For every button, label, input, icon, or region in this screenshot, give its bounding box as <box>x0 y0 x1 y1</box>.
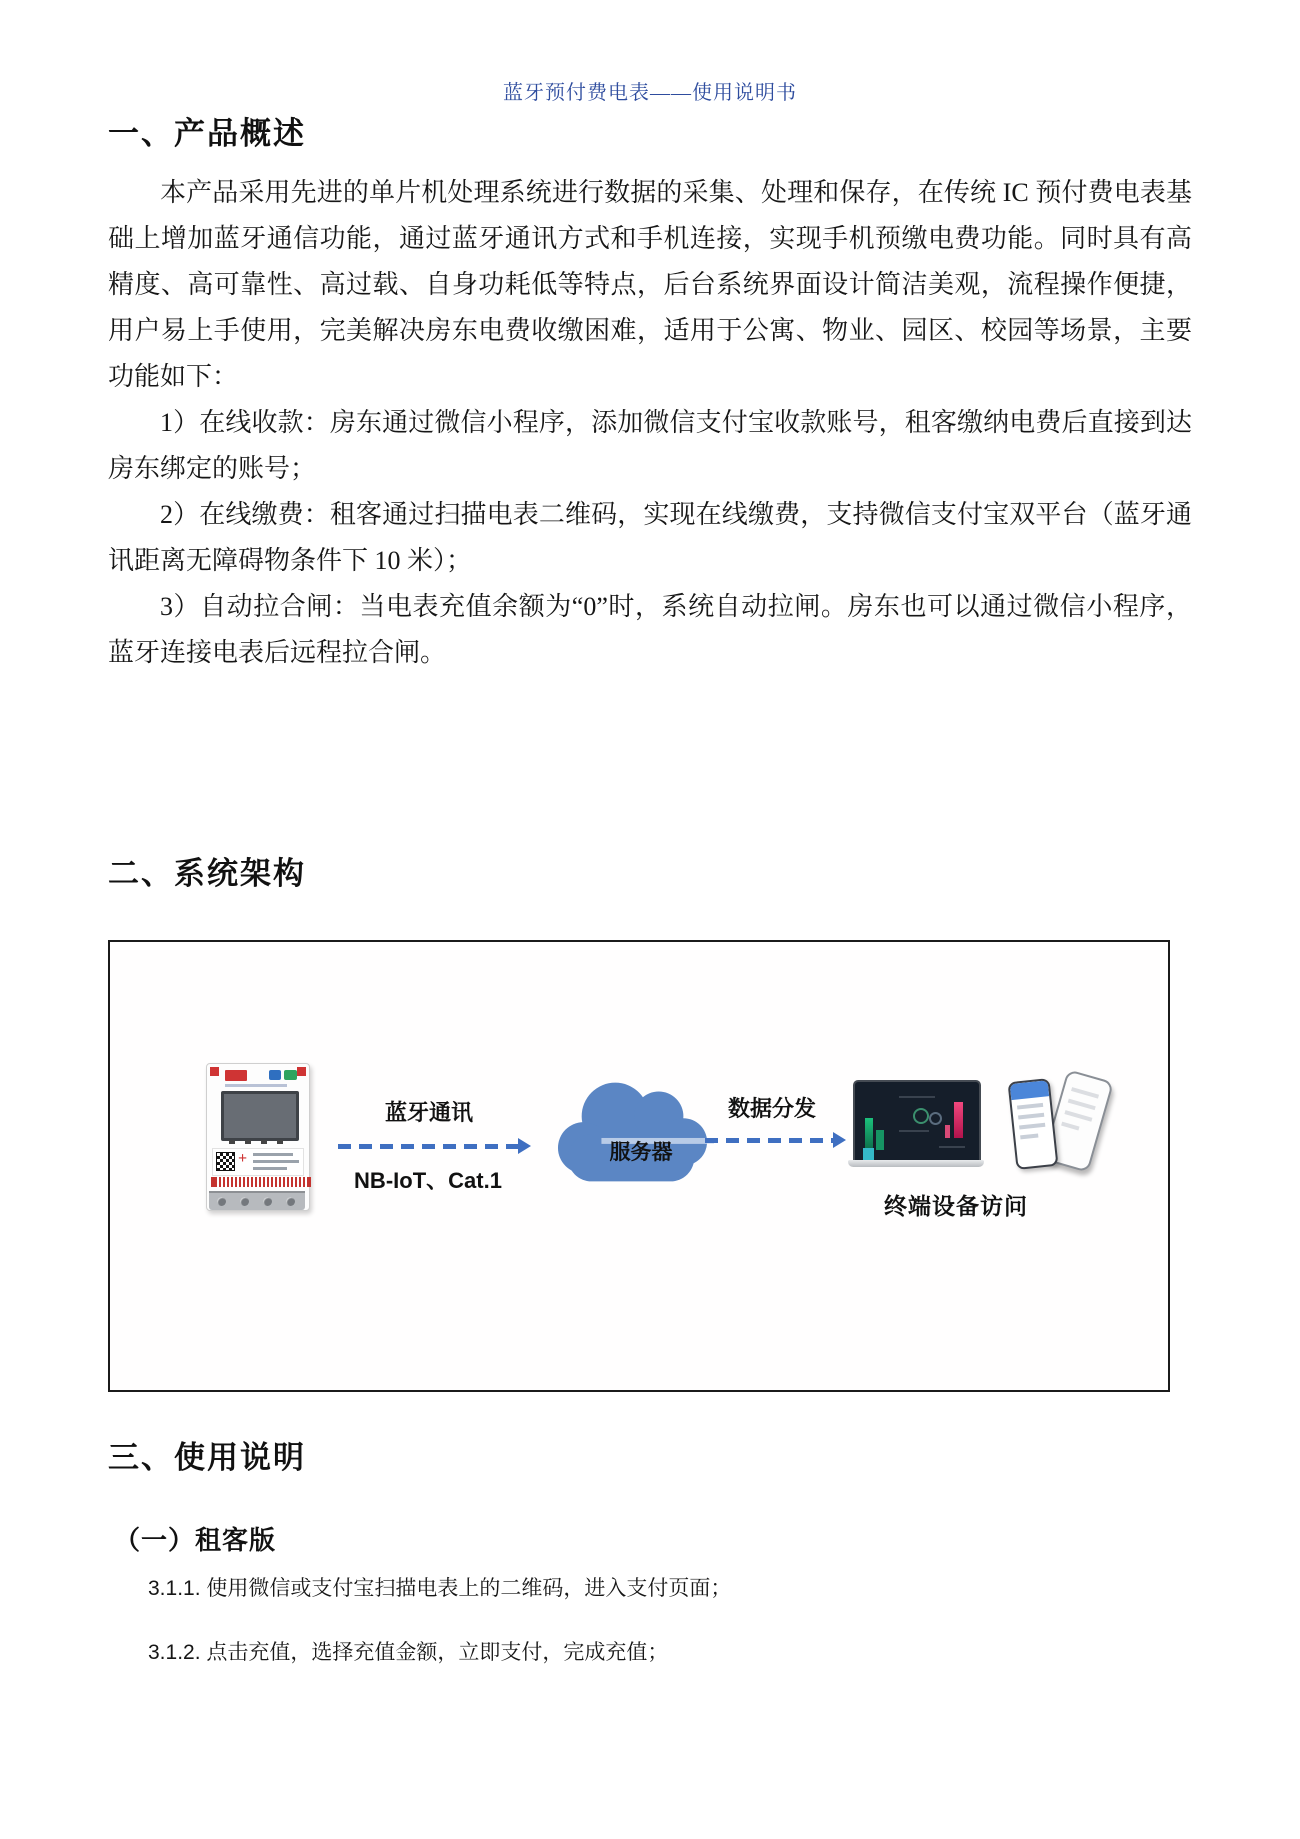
meter-label-text-line <box>253 1153 293 1156</box>
phone-ui-line <box>1017 1103 1043 1110</box>
usage-step: 3.1.1. 使用微信或支付宝扫描电表上的二维码，进入支付页面； <box>148 1577 732 1600</box>
meter-qr-code <box>216 1152 235 1171</box>
server-cloud-icon <box>556 1076 714 1194</box>
terminals-label: 终端设备访问 <box>884 1194 1028 1219</box>
terminal-screw <box>263 1197 272 1206</box>
phones-icon <box>1006 1074 1116 1174</box>
meter-bluetooth-badge <box>269 1070 281 1080</box>
nbiot-link-label: NB-IoT、Cat.1 <box>354 1168 502 1193</box>
meter-label-text-line <box>253 1160 299 1163</box>
laptop-icon <box>848 1080 984 1172</box>
meter-buttons <box>229 1140 285 1144</box>
architecture-diagram <box>108 940 1170 1392</box>
meter-qr-badge <box>284 1070 297 1080</box>
dashboard-green-bar <box>876 1130 884 1150</box>
usage-step: 3.1.2. 点击充值，选择充值金额，立即支付，完成充值； <box>148 1641 669 1664</box>
meter-terminals <box>209 1191 305 1210</box>
meter-label-area <box>212 1148 304 1176</box>
laptop-base <box>848 1160 984 1167</box>
phone-ui-line <box>1071 1087 1099 1099</box>
terminal-screw <box>240 1197 249 1206</box>
phone-ui-line <box>1018 1113 1044 1120</box>
electric-meter-icon <box>206 1063 310 1211</box>
meter-plus-mark: + <box>238 1150 248 1167</box>
bluetooth-dashed-arrow-icon <box>338 1144 518 1149</box>
meter-corner-tab <box>297 1067 306 1076</box>
meter-label-text-line <box>253 1167 287 1170</box>
terminal-screw <box>286 1197 295 1206</box>
dashboard-green-bar <box>865 1118 873 1150</box>
phone-ui-line <box>1064 1110 1092 1122</box>
feature-item: 2）在线缴费：租客通过扫描电表二维码，实现在线缴费，支持微信支付宝双平台（蓝牙通讯距离无障碍物条件下 10 米）； <box>108 500 1192 575</box>
dashboard-line <box>899 1096 935 1098</box>
dashboard-ring-chart <box>913 1108 929 1124</box>
feature-item: 3）自动拉合闸：当电表充值余额为“0”时，系统自动拉闸。房东也可以通过微信小程序，蓝牙连接电表后远程拉合闸。 <box>108 592 1192 667</box>
meter-corner-tab <box>210 1067 219 1076</box>
meter-display <box>221 1091 299 1141</box>
meter-barcode <box>211 1177 311 1187</box>
meter-model-line <box>225 1084 287 1087</box>
section-heading-architecture: 二、系统架构 <box>108 856 306 891</box>
laptop-screen <box>853 1080 981 1162</box>
meter-logo <box>225 1070 247 1081</box>
subsection-heading-tenant: （一）租客版 <box>114 1526 277 1555</box>
terminal-screw <box>217 1197 226 1206</box>
phone-app-header <box>1010 1080 1049 1100</box>
phone-ui-line <box>1068 1099 1096 1111</box>
server-label: 服务器 <box>609 1140 673 1164</box>
dashboard-pink-bar <box>945 1125 950 1138</box>
feature-item: 1）在线收款：房东通过微信小程序，添加微信支付宝收款账号，租客缴纳电费后直接到达房东绑定的账号； <box>108 408 1192 483</box>
dashboard-ring-chart <box>929 1112 942 1125</box>
dashboard-pink-bar <box>954 1102 963 1138</box>
phone-ui-line <box>1061 1122 1079 1131</box>
usage-steps <box>148 1572 1148 1700</box>
data-distribution-label: 数据分发 <box>727 1096 816 1121</box>
phone-ui-line <box>1019 1123 1045 1130</box>
data-dashed-arrow-icon <box>705 1138 833 1143</box>
bluetooth-link-label: 蓝牙通讯 <box>384 1100 473 1125</box>
arrow-head-icon <box>518 1138 531 1154</box>
page-header: 蓝牙预付费电表——使用说明书 <box>503 82 797 104</box>
arrow-head-icon <box>833 1132 846 1148</box>
phone-ui-line <box>1020 1134 1038 1140</box>
overview-text-block <box>108 170 1192 676</box>
phone-icon-front <box>1008 1078 1059 1170</box>
overview-paragraph: 本产品采用先进的单片机处理系统进行数据的采集、处理和保存，在传统 IC 预付费电表基础上增加蓝牙通信功能，通过蓝牙通讯方式和手机连接，实现手机预缴电费功能。同时具有高精度、高可靠性、高过载、自身功耗低等特点，后台系统界面设计简洁美观，流程操作便捷，用户易上手使用，完美解决房东电费收缴困难，适用于公寓、物业、园区、校园等场景，主要功能如下： <box>108 178 1192 391</box>
cloud-shape <box>556 1076 714 1194</box>
dashboard-line <box>939 1146 965 1148</box>
dashboard-line <box>899 1130 929 1132</box>
section-heading-usage: 三、使用说明 <box>108 1440 306 1475</box>
section-heading-overview: 一、产品概述 <box>108 116 306 151</box>
